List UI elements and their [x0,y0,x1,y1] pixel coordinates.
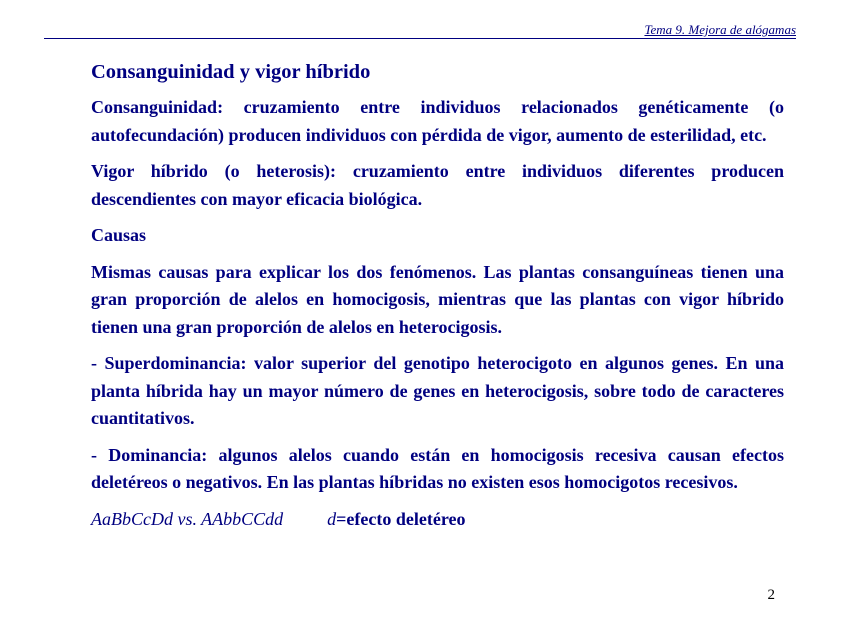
paragraph-causas: Mismas causas para explicar los dos fenómenos. Las plantas consanguíneas tienen una gran proporción de alelos en homocigosis, mientras que las plantas con vigor híbrido tienen una gran proporción de alelos en heterocigosis. [91,261,784,337]
causes-heading: Causas [91,225,147,245]
genotype-comparison: AaBbCcDd vs. AAbbCCdd [91,508,284,529]
slide-content [91,58,784,533]
deleterious-definition: =efecto deletéreo [336,508,466,529]
deleterious-symbol: d [327,508,337,529]
paragraph-dominancia: - Dominancia: algunos alelos cuando están en homocigosis recesiva causan efectos deletéreos o negativos. En las plantas híbridas no existen esos homocigotos recesivos. [91,444,784,492]
section-title: Consanguinidad y vigor híbrido [91,61,371,83]
paragraph-vigor-hibrido: Vigor híbrido (o heterosis): cruzamiento entre individuos diferentes producen descendientes con mayor eficacia biológica. [91,161,784,209]
paragraph-superdominancia: - Superdominancia: valor superior del genotipo heterocigoto en algunos genes. En una planta híbrida hay un mayor número de genes en heterocigosis, sobre todo de caracteres cuantitativos. [91,353,784,428]
header-title: Tema 9. Mejora de alógamas [644,22,796,37]
header-divider [44,38,796,39]
paragraph-consanguinidad: Consanguinidad: cruzamiento entre individuos relacionados genéticamente (o autofecundación) producen individuos con pérdida de vigor, aumento de esterilidad, etc. [91,97,784,145]
genotype-example [91,506,784,533]
page-number: 2 [767,587,775,603]
